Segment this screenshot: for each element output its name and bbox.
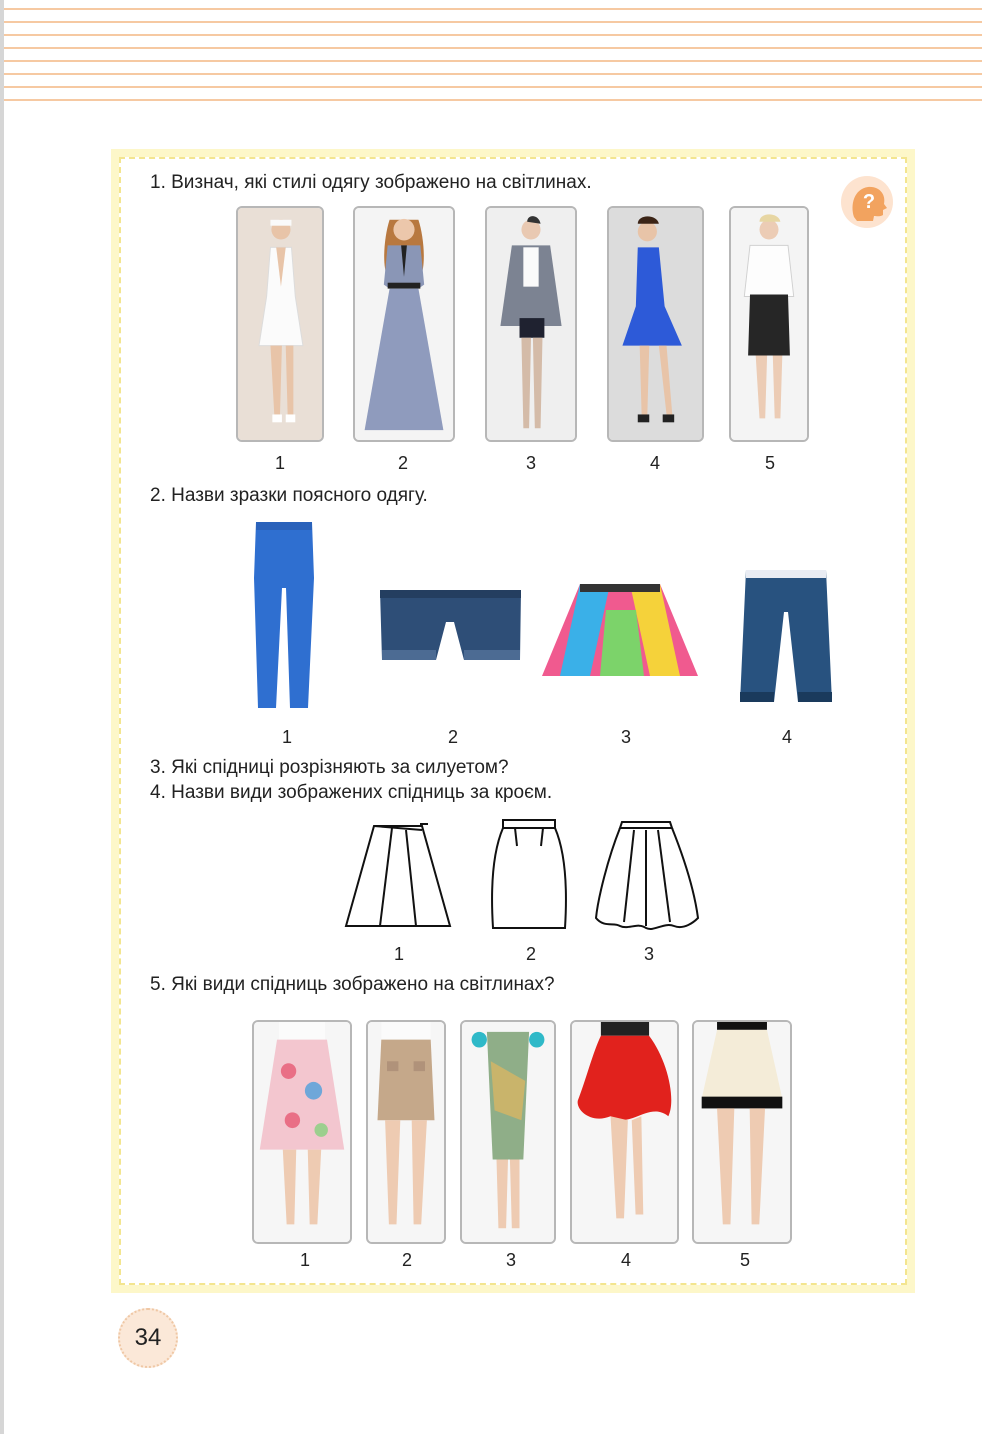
label-3-1: 1 — [393, 944, 404, 964]
trousers-image — [248, 518, 320, 714]
label-2-2: 2 — [447, 727, 458, 747]
photo-style-3 — [485, 206, 577, 442]
label-5-3: 3 — [505, 1250, 516, 1270]
question-3: 3. Які спідниці розрізняють за силуетом? — [150, 757, 509, 778]
label-1-3: 3 — [525, 453, 536, 473]
svg-text:?: ? — [862, 191, 876, 213]
question-5: 5. Які види спідниць зображено на світлинах? — [150, 974, 555, 995]
flared-skirt-sketch — [594, 818, 700, 932]
page-edge — [0, 0, 4, 1434]
photo-style-4 — [607, 206, 704, 442]
photo-skirt-1 — [252, 1020, 352, 1244]
photo-skirt-5 — [692, 1020, 792, 1244]
skirt-image — [540, 580, 700, 690]
photo-style-1 — [236, 206, 324, 442]
page-number: 34 — [118, 1308, 178, 1368]
photo-style-2 — [353, 206, 455, 442]
label-1-4: 4 — [649, 453, 660, 473]
label-5-1: 1 — [299, 1250, 310, 1270]
label-1-5: 5 — [764, 453, 775, 473]
label-1-2: 2 — [397, 453, 408, 473]
label-3-2: 2 — [525, 944, 536, 964]
question-4: 4. Назви види зображених спідниць за кроєм. — [150, 782, 553, 803]
label-3-3: 3 — [643, 944, 654, 964]
capri-pants-image — [738, 562, 834, 710]
notebook-lines — [4, 0, 982, 110]
label-5-4: 4 — [620, 1250, 631, 1270]
photo-skirt-3 — [460, 1020, 556, 1244]
question-1: 1. Визнач, які стилі одягу зображено на світлинах. — [150, 172, 592, 193]
label-1-1: 1 — [274, 453, 285, 473]
label-5-5: 5 — [739, 1250, 750, 1270]
photo-skirt-4 — [570, 1020, 679, 1244]
photo-style-5 — [729, 206, 809, 442]
straight-skirt-sketch — [489, 816, 569, 932]
question-2: 2. Назви зразки поясного одягу. — [150, 485, 428, 506]
label-2-1: 1 — [281, 727, 292, 747]
label-2-4: 4 — [781, 727, 792, 747]
shorts-image — [378, 584, 523, 666]
label-5-2: 2 — [401, 1250, 412, 1270]
question-head-icon — [840, 175, 894, 229]
photo-skirt-2 — [366, 1020, 446, 1244]
label-2-3: 3 — [620, 727, 631, 747]
a-line-skirt-sketch — [344, 820, 452, 932]
